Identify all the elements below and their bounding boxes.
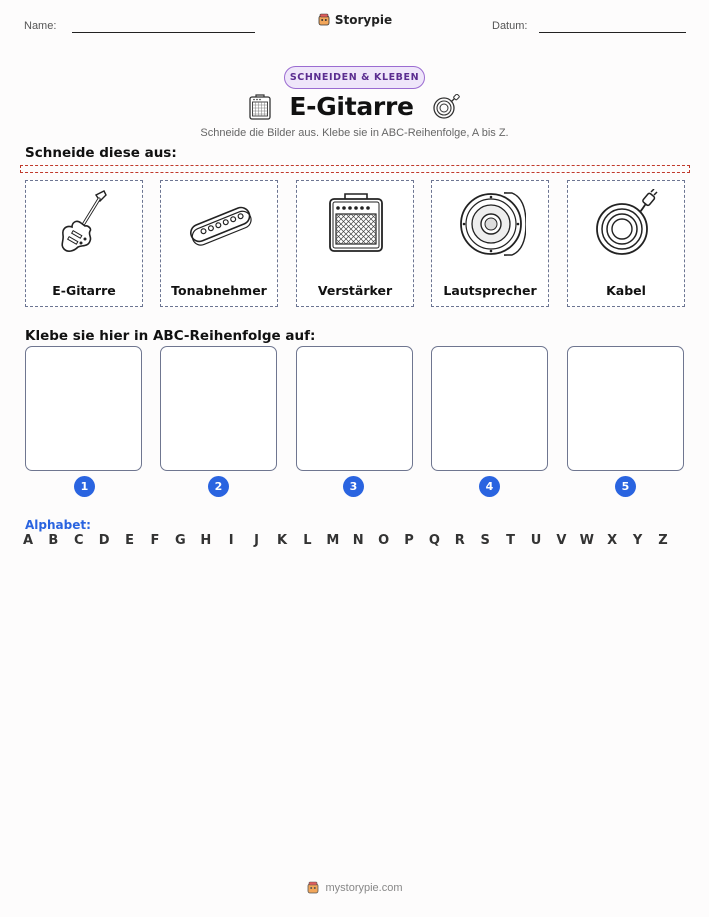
- amplifier-icon: [249, 94, 271, 120]
- alphabet-letter: K: [276, 533, 288, 548]
- paste-slot[interactable]: [160, 346, 277, 471]
- amplifier-icon: [321, 189, 391, 259]
- card-label: Lautsprecher: [443, 283, 537, 298]
- card-label: Kabel: [606, 283, 646, 298]
- card-label: Verstärker: [317, 283, 393, 298]
- cut-line: [20, 165, 690, 173]
- slot-number-badge: 4: [479, 476, 500, 497]
- alphabet-letter: E: [125, 533, 135, 548]
- card-label: Tonabnehmer: [171, 283, 267, 298]
- alphabet-label: Alphabet:: [25, 518, 91, 532]
- paste-section-label: Klebe sie hier in ABC-Reihenfolge auf:: [25, 328, 316, 344]
- alphabet-letter: N: [352, 533, 364, 548]
- alphabet-letter: D: [98, 533, 110, 548]
- alphabet-letter: X: [607, 533, 618, 548]
- alphabet-letter: M: [326, 533, 340, 548]
- date-line: [539, 32, 686, 33]
- paste-slot[interactable]: [296, 346, 413, 471]
- slot-number-badge: 1: [74, 476, 95, 497]
- storypie-mascot-icon: [317, 13, 331, 27]
- pickup-icon: [185, 189, 255, 259]
- alphabet-letter: R: [454, 533, 465, 548]
- paste-slot[interactable]: [431, 346, 548, 471]
- alphabet-letter: F: [150, 533, 160, 548]
- cutout-card[interactable]: [431, 180, 549, 307]
- alphabet-row: [22, 533, 685, 551]
- alphabet-letter: B: [48, 533, 59, 548]
- cutout-card[interactable]: [25, 180, 143, 307]
- slot-number-badge: 3: [343, 476, 364, 497]
- name-label: Name:: [24, 20, 57, 32]
- alphabet-letter: C: [74, 533, 84, 548]
- alphabet-letter: H: [200, 533, 212, 548]
- activity-badge: SCHNEIDEN & KLEBEN: [284, 66, 425, 89]
- alphabet-letter: A: [22, 533, 34, 548]
- cable-icon: [592, 189, 662, 259]
- paste-slot[interactable]: [25, 346, 142, 471]
- name-line: [72, 32, 255, 33]
- alphabet-letter: W: [579, 533, 594, 548]
- instructions: Schneide die Bilder aus. Klebe sie in ABC-Reihenfolge, A bis Z.: [200, 127, 509, 139]
- cable-icon: [432, 94, 460, 120]
- alphabet-letter: J: [254, 533, 260, 548]
- title-row: [0, 92, 709, 121]
- footer-url: mystorypie.com: [325, 882, 403, 894]
- cutout-card[interactable]: [296, 180, 414, 307]
- footer: [0, 881, 709, 895]
- date-label: Datum:: [492, 20, 528, 32]
- alphabet-letter: T: [506, 533, 516, 548]
- alphabet-letter: O: [378, 533, 390, 548]
- alphabet-letter: S: [480, 533, 490, 548]
- storypie-mascot-icon: [306, 881, 320, 895]
- cut-section-label: Schneide diese aus:: [25, 145, 177, 161]
- alphabet-letter: G: [175, 533, 186, 548]
- alphabet-letter: P: [404, 533, 414, 548]
- brand: [0, 13, 709, 27]
- speaker-icon: [456, 189, 526, 259]
- slot-number-badge: 2: [208, 476, 229, 497]
- cutout-card[interactable]: [567, 180, 685, 307]
- alphabet-letter: I: [228, 533, 234, 548]
- alphabet-letter: Q: [428, 533, 440, 548]
- brand-name: Storypie: [334, 13, 393, 27]
- electric-guitar-icon: [50, 189, 120, 259]
- alphabet-letter: U: [530, 533, 542, 548]
- cutout-card[interactable]: [160, 180, 278, 307]
- page-title: E-Gitarre: [289, 92, 414, 121]
- alphabet-letter: Z: [658, 533, 668, 548]
- alphabet-letter: L: [303, 533, 312, 548]
- alphabet-letter: Y: [632, 533, 643, 548]
- paste-slot[interactable]: [567, 346, 684, 471]
- alphabet-letter: V: [556, 533, 567, 548]
- card-label: E-Gitarre: [52, 283, 116, 298]
- slot-number-badge: 5: [615, 476, 636, 497]
